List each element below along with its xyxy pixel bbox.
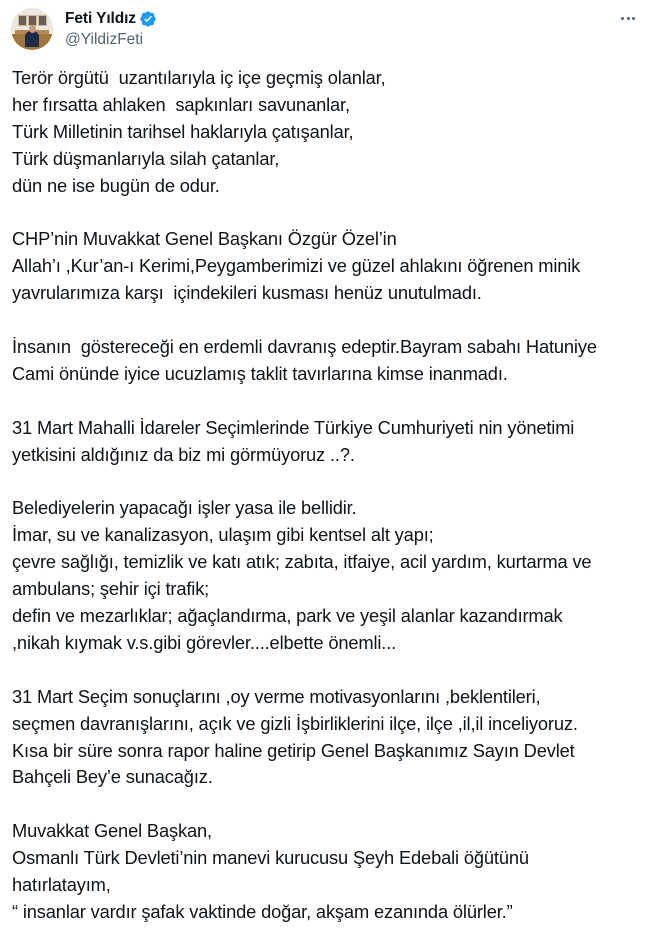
avatar[interactable] (11, 8, 53, 50)
tweet-paragraph-2 (12, 226, 648, 307)
more-horizontal-icon (627, 17, 630, 20)
text-line: CHP’nin Muvakkat Genel Başkanı Özgür Özel’in (12, 228, 397, 250)
author-display-name[interactable]: Feti Yıldız (65, 10, 136, 27)
avatar-person (25, 31, 39, 47)
text-line: Terör örgütü uzantılarıyla iç içe geçmiş olanlar, (12, 67, 386, 88)
text-line: “ insanlar vardır şafak vaktinde doğar, akşam ezanında ölürler.” (12, 901, 513, 922)
more-horizontal-icon (621, 17, 624, 20)
text-line: ambulans; şehir içi trafik; (12, 578, 210, 600)
text-line: 31 Mart Mahalli İdareler Seçimlerinde Türkiye Cumhuriyeti nin yönetimi (12, 416, 575, 438)
text-line: Türk düşmanlarıyla silah çatanlar, (12, 147, 280, 169)
text-line: İmar, su ve kanalizasyon, ulaşım gibi kentsel alt yapı; (12, 524, 434, 546)
text-line: Belediyelerin yapacağı işler yasa ile bellidir. (12, 497, 357, 519)
text-line: Muvakkat Genel Başkan, (12, 820, 212, 842)
verified-badge-icon[interactable] (139, 10, 157, 28)
text-line: Kısa bir süre sonra rapor haline getirip Genel Başkanımız Sayın Devlet (12, 739, 575, 761)
text-line: seçmen davranışlarını, açık ve gizli İşbirliklerini ilçe, ilçe ,il,il inceliyoruz. (12, 712, 578, 734)
tweet-paragraph-5 (12, 495, 648, 656)
text-line: Türk Milletinin tarihsel haklarıyla çatışanlar, (12, 120, 354, 142)
tweet-paragraph-6 (12, 684, 648, 792)
tweet-paragraph-3 (12, 334, 648, 388)
more-options-button[interactable] (614, 8, 642, 28)
avatar-head (29, 25, 36, 33)
text-line: hatırlatayım, (12, 874, 111, 896)
text-line: ,nikah kıymak v.s.gibi görevler....elbette önemli... (12, 631, 397, 653)
text-line: Cami önünde iyice ucuzlamış taklit tavırlarına kimse inanmadı. (12, 362, 508, 384)
author-handle[interactable]: @YildizFeti (65, 31, 144, 48)
text-line: dün ne ise bugün de odur. (12, 174, 220, 196)
tweet-paragraph-4 (12, 415, 648, 469)
tweet-paragraph-1 (12, 65, 648, 200)
author-name-row (65, 9, 157, 29)
text-line: yavrularımıza karşı içindekileri kusması henüz unutulmadı. (12, 282, 482, 304)
text-line: defin ve mezarlıklar; ağaçlandırma, park ve yeşil alanlar kazandırmak (12, 605, 563, 627)
more-horizontal-icon (632, 17, 635, 20)
text-line: çevre sağlığı, temizlik ve katı atık; zabıta, itfaiye, acil yardım, kurtarma ve (12, 551, 592, 573)
tweet-paragraph-7 (12, 818, 648, 926)
avatar-frame-3 (38, 15, 47, 26)
text-line: Osmanlı Türk Devleti’nin manevi kurucusu Şeyh Edebali öğütünü (12, 847, 529, 869)
text-line: Allah’ı ,Kur’an-ı Kerimi,Peygamberimizi ve güzel ahlakını öğrenen minik (12, 255, 581, 277)
text-line: her fırsatta ahlaken sapkınları savunanlar, (12, 93, 350, 115)
text-line: yetkisini aldığınız da biz mi görmüyoruz ..?. (12, 443, 355, 465)
text-line: Bahçeli Bey’e sunacağız. (12, 766, 213, 788)
text-line: İnsanın göstereceği en erdemli davranış edeptir.Bayram sabahı Hatuniye (12, 336, 597, 358)
tweet-text (12, 65, 648, 926)
text-line: 31 Mart Seçim sonuçlarını ,oy verme motivasyonlarını ,beklentileri, (12, 685, 541, 707)
avatar-frame-1 (18, 15, 27, 26)
tweet-header (0, 0, 650, 60)
